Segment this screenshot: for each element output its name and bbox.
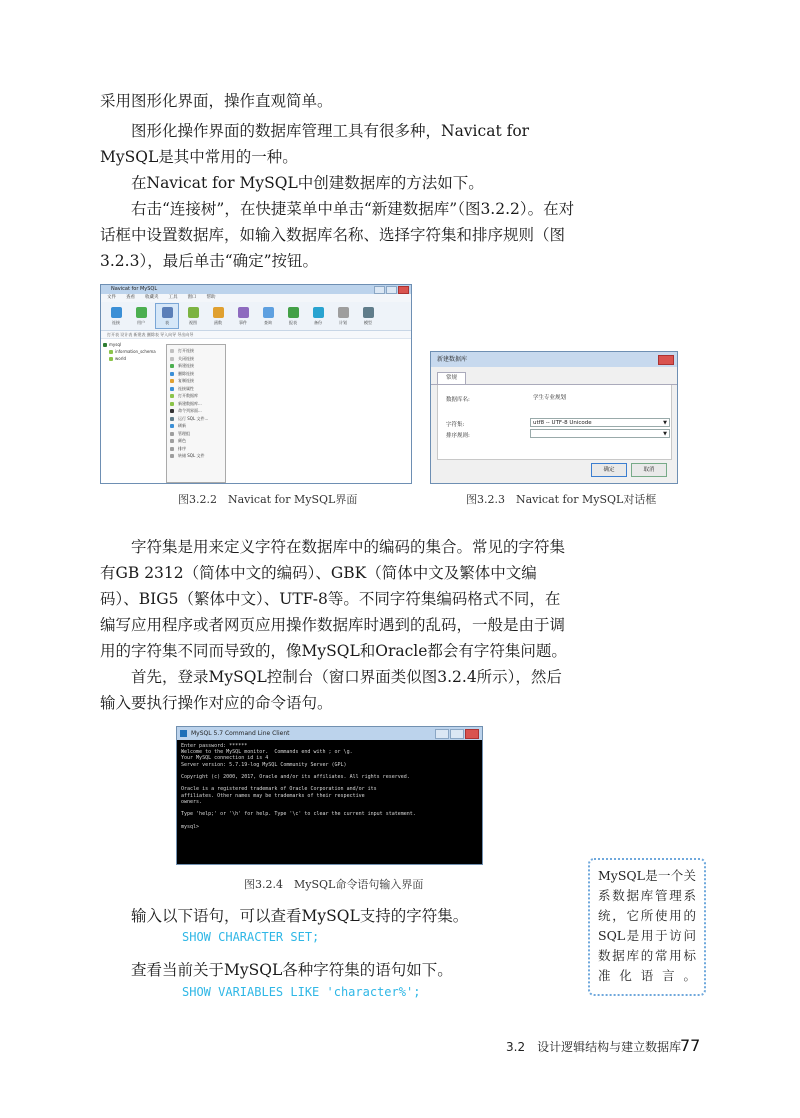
context-menu-item[interactable] — [167, 392, 225, 400]
toolbar-button[interactable] — [257, 304, 279, 328]
database-icon — [109, 350, 113, 354]
context-menu-item[interactable] — [167, 347, 225, 355]
console-output[interactable]: Enter password: ****** Welcome to the MySQL monitor. Commands end with ; or \g. Your MySQL connection id is 4 Server version: 5.7.19-log MySQL Community Server (GPL) Copyright (c) 2000, 2017, Oracle and/or its affiliates. All rights reserved. Oracle is a registered trademark of Oracle Corporation and/or its affiliates. Other names may be trademarks of their respective owners. Type 'help;' or '\h' for help. Type '\c' to clear the current input statement. mysql> — [181, 743, 416, 830]
mysql-console-figure — [176, 726, 483, 865]
menu-item-icon — [170, 432, 174, 436]
ok-button[interactable]: 确定 — [591, 463, 627, 477]
tree-item-label: mysql — [109, 342, 121, 347]
context-menu-item[interactable] — [167, 400, 225, 408]
tab-general[interactable]: 常规 — [437, 372, 466, 384]
toolbar-button-label: 视图 — [189, 319, 197, 325]
paragraph-intro-end: 采用图形化界面，操作直观简单。 — [100, 92, 333, 110]
tree-item-label: information_schema — [115, 349, 156, 354]
toolbar-button[interactable] — [207, 304, 229, 328]
context-menu-item[interactable] — [167, 415, 225, 423]
connection-icon — [103, 343, 107, 347]
context-menu-item-label: 连接属性 — [178, 385, 194, 391]
context-menu-item-label: 颜色 — [178, 438, 186, 443]
close-icon[interactable] — [398, 286, 409, 294]
database-name-label: 数据库名: — [446, 397, 470, 403]
console-app-icon — [180, 730, 187, 737]
toolbar-button-label: 函数 — [214, 319, 222, 325]
toolbar-button-label: 计划 — [339, 319, 347, 325]
running-footer-section: 3.2 设计逻辑结构与建立数据库 — [506, 1040, 682, 1054]
context-menu-item-label: 转储 SQL 文件 — [178, 453, 205, 458]
context-menu-item[interactable] — [167, 355, 225, 363]
paragraph-charset: 字符集是用来定义字符在数据库中的编码的集合。常见的字符集有GB 2312（简体中文的编码）、GBK（简体中文及繁体中文编码）、BIG5（繁体中文）、UTF-8等。不同字符集编码格式不同，在编写应用程序或者网页应用操作数据库时遇到的乱码，一般是由于调用的字符集不同而导致的，像MySQL和Oracle都会有字符集问题。 — [100, 538, 567, 660]
menu-view[interactable]: 查看 — [126, 295, 135, 300]
context-menu-item-label: 管理组 — [178, 430, 190, 436]
menu-item-icon — [170, 357, 174, 361]
menu-item-icon — [170, 349, 174, 353]
context-menu-item-label: 新建连接 — [178, 363, 194, 368]
charset-select[interactable] — [530, 418, 670, 427]
toolbar-icon — [188, 307, 199, 318]
toolbar-icon — [263, 307, 274, 318]
context-menu-item-label: 关闭连接 — [178, 355, 194, 361]
sidebar-note — [588, 858, 706, 996]
navicat-title-bar — [101, 285, 411, 294]
context-menu-item[interactable] — [167, 407, 225, 415]
context-menu-item-label: 打开连接 — [178, 348, 194, 353]
menu-item-icon — [170, 417, 174, 421]
toolbar-icon — [363, 307, 374, 318]
console-title: MySQL 5.7 Command Line Client — [191, 730, 290, 737]
figure-caption-3-2-3: 图3.2.3 Navicat for MySQL对话框 — [466, 493, 657, 506]
database-icon — [109, 357, 113, 361]
context-menu-item[interactable] — [167, 430, 225, 438]
maximize-icon[interactable] — [450, 729, 464, 739]
dialog-title-bar — [431, 352, 677, 367]
toolbar-icon — [338, 307, 349, 318]
menu-favorites[interactable]: 收藏夹 — [145, 295, 159, 300]
tree-item-connection[interactable] — [103, 341, 159, 348]
context-menu-item-label: 命令列界面... — [178, 408, 202, 413]
context-menu-item[interactable] — [167, 385, 225, 393]
menu-help[interactable]: 帮助 — [206, 295, 216, 300]
paragraph-tools: 图形化操作界面的数据库管理工具有很多种，Navicat for MySQL是其中常用的一种。 — [100, 122, 530, 166]
collation-select[interactable] — [530, 429, 670, 438]
tree-item-database[interactable] — [103, 355, 159, 362]
connection-tree — [101, 339, 161, 483]
tree-item-label: world — [115, 356, 127, 361]
toolbar-button[interactable] — [182, 304, 204, 328]
minimize-icon[interactable] — [435, 729, 449, 739]
toolbar-button[interactable] — [105, 304, 127, 328]
menu-item-icon — [170, 424, 174, 428]
figure-caption-3-2-2: 图3.2.2 Navicat for MySQL界面 — [178, 493, 358, 506]
menu-item-icon — [170, 379, 174, 383]
toolbar-button-label: 事件 — [239, 319, 247, 325]
toolbar-icon — [288, 307, 299, 318]
toolbar-button-label: 报表 — [289, 319, 297, 325]
context-menu-item[interactable] — [167, 362, 225, 370]
toolbar-icon — [213, 307, 224, 318]
toolbar-icon — [238, 307, 249, 318]
context-menu-item-label: 打开数据库 — [178, 393, 198, 398]
charset-value: utf8 -- UTF-8 Unicode — [533, 420, 592, 426]
code-show-variables: SHOW VARIABLES LIKE 'character%'; — [182, 985, 421, 999]
menu-item-icon — [170, 394, 174, 398]
context-menu-item[interactable] — [167, 445, 225, 453]
menu-item-icon — [170, 402, 174, 406]
dropdown-arrow-icon: ▼ — [663, 431, 667, 437]
menu-item-icon — [170, 447, 174, 451]
new-database-dialog — [430, 351, 678, 484]
menu-item-icon — [170, 387, 174, 391]
menu-item-icon — [170, 364, 174, 368]
collation-label: 排序规则: — [446, 433, 470, 439]
context-menu-item-label: 运行 SQL 文件... — [178, 415, 209, 421]
paragraph-show-charset: 输入以下语句，可以查看MySQL支持的字符集。 — [131, 907, 469, 925]
figure-caption-3-2-4: 图3.2.4 MySQL命令语句输入界面 — [244, 878, 424, 891]
toolbar-icon — [162, 307, 173, 318]
sidebar-note-text: MySQL是一个关系数据库管理系统，它所使用的SQL是用于访问数据库的常用标准化语言。 — [598, 868, 696, 983]
toolbar-button-label: 备份 — [314, 319, 322, 325]
toolbar-button-label: 连接 — [112, 319, 120, 325]
dropdown-arrow-icon: ▼ — [663, 420, 667, 426]
menu-item-icon — [170, 439, 174, 443]
toolbar-button[interactable] — [282, 304, 304, 328]
menu-item-icon — [170, 454, 174, 458]
toolbar-icon — [136, 307, 147, 318]
paragraph-console: 首先，登录MySQL控制台（窗口界面类似图3.2.4所示），然后输入要执行操作对应的命令语句。 — [100, 668, 562, 712]
context-menu-item[interactable] — [167, 377, 225, 385]
navicat-object-toolbar: 打开表 设计表 新建表 删除表 导入向导 导出向导 — [101, 331, 411, 339]
toolbar-button[interactable] — [232, 304, 254, 328]
paragraph-show-variables: 查看当前关于MySQL各种字符集的语句如下。 — [131, 961, 453, 979]
paragraph-method: 在Navicat for MySQL中创建数据库的方法如下。 — [131, 174, 484, 192]
context-menu-item[interactable] — [167, 437, 225, 445]
context-menu — [166, 344, 226, 483]
close-icon[interactable] — [465, 729, 479, 739]
toolbar-button-label: 表 — [165, 319, 169, 325]
toolbar-button[interactable] — [130, 304, 152, 328]
context-menu-item[interactable] — [167, 422, 225, 430]
console-title-bar — [177, 727, 482, 740]
dialog-title: 新建数据库 — [437, 356, 468, 363]
tree-item-database[interactable] — [103, 348, 159, 355]
page-number: 77 — [680, 1036, 701, 1055]
menu-window[interactable]: 窗口 — [187, 295, 197, 300]
charset-label: 字符集: — [446, 422, 465, 428]
context-menu-item-label: 新建数据库... — [178, 400, 202, 406]
close-icon[interactable] — [658, 355, 674, 365]
context-menu-item[interactable] — [167, 452, 225, 460]
minimize-icon[interactable] — [374, 286, 385, 294]
toolbar-button-label: 查询 — [264, 319, 272, 325]
maximize-icon[interactable] — [386, 286, 397, 294]
toolbar-button-label: 模型 — [364, 319, 372, 325]
database-name-field[interactable]: 学生专业规划 — [533, 395, 567, 401]
cancel-button[interactable]: 取消 — [631, 463, 667, 477]
menu-file[interactable]: 文件 — [107, 295, 116, 300]
context-menu-item-label: 删除连接 — [178, 370, 194, 376]
toolbar-icon — [111, 307, 122, 318]
code-show-character-set: SHOW CHARACTER SET; — [182, 930, 320, 944]
toolbar-button[interactable] — [332, 304, 354, 328]
toolbar-icon — [313, 307, 324, 318]
navicat-menu-bar — [101, 294, 411, 302]
context-menu-item-label: 刷新 — [178, 423, 186, 428]
toolbar-button[interactable] — [155, 303, 179, 329]
paragraph-steps: 右击“连接树”，在快捷菜单中单击“新建数据库”（图3.2.2）。在对话框中设置数据库，如输入数据库名称、选择字符集和排序规则（图3.2.3），最后单击“确定”按钮。 — [100, 200, 575, 270]
toolbar-button[interactable] — [357, 304, 379, 328]
menu-item-icon — [170, 409, 174, 413]
menu-tools[interactable]: 工具 — [168, 295, 178, 300]
context-menu-item-label: 复制连接 — [178, 378, 194, 383]
navicat-toolbar — [101, 302, 411, 331]
dialog-panel — [437, 385, 672, 460]
navicat-window-figure — [100, 284, 412, 484]
toolbar-button[interactable] — [307, 304, 329, 328]
menu-item-icon — [170, 372, 174, 376]
context-menu-item[interactable] — [167, 370, 225, 378]
context-menu-item-label: 排序 — [178, 445, 186, 451]
toolbar-button-label: 用户 — [137, 319, 145, 325]
navicat-title: Navicat for MySQL — [111, 286, 158, 292]
